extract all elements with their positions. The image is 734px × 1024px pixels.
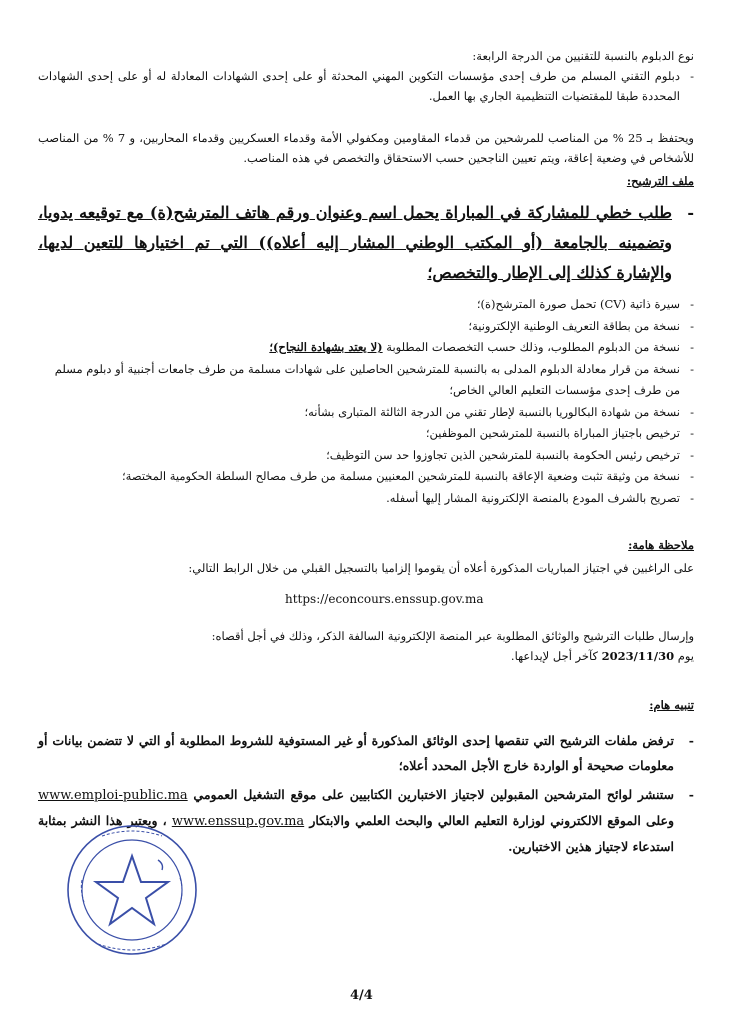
enssup-link[interactable]: www.enssup.gov.ma <box>171 814 305 829</box>
diploma-item <box>38 66 694 106</box>
list-item: - نسخة من الدبلوم المطلوب، وذلك حسب التخصصات المطلوبة (لا يعتد بشهادة النجاح)؛ <box>269 340 694 354</box>
list-item: - ترخيص رئيس الحكومة بالنسبة للمترشحين الذين تجاوزوا حد سن التوظيف؛ <box>326 447 694 462</box>
dossier-request-text: طلب خطي للمشاركة في المباراة يحمل اسم وعنوان ورقم هاتف المترشح(ة) مع توقيعه يدويا، وتضمينه بالجامعة (أو المكتب الوطني المشار إليه أعلاه)) التي تم اختيارها للتعين لديها، والإشارة كذلك إلى الإطار والتخصص؛ <box>38 203 673 282</box>
warning-heading: تنبيه هام: <box>649 698 694 712</box>
diploma-type-line: نوع الدبلوم بالنسبة للتقنيين من الدرجة الرابعة: <box>472 49 694 63</box>
dossier-section <box>38 172 694 509</box>
intro-section <box>38 46 694 106</box>
list-item: - نسخة من شهادة البكالوريا بالنسبة لإطار تقني من الدرجة الثالثة المتبارى بشأنه؛ <box>304 404 694 419</box>
list-item: - نسخة من قرار معادلة الدبلوم المدلى به بالنسبة للمترشحين الحاصلين على شهادات مسلمة من طرف جامعات أجنبية أو دبلوم مسلم من طرف إحدى مؤسسات التعليم العالي الخاص؛ <box>54 361 694 397</box>
reserved-text: ويحتفظ بـ 25 % من المناصب للمرشحين من قدماء المقاومين ومكفولي الأمة وقدماء العسكريين وقدماء المحاربين، و 7 % من المناصب للأشخاص في وضعية إعاقة، ويتم تعيين الناجحين حسب الاستحقاق والتخصص في هذه المناصب. <box>38 131 694 165</box>
notice-text: على الراغبين في اجتياز المباريات المذكورة أعلاه أن يقوموا إلزاميا بالتسجيل القبلي من خلال الرابط التالي: <box>188 561 694 575</box>
dossier-request <box>38 198 694 288</box>
dossier-list <box>38 294 694 509</box>
deadline-line: يوم 2023/11/30 كآخر أجل لإيداعها. <box>38 646 694 666</box>
list-item: - تصريح بالشرف المودع بالمنصة الإلكترونية المشار إليها أسفله. <box>386 490 694 505</box>
dash-bullet: - <box>687 203 694 222</box>
warning-item-2: - ستنشر لوائح المترشحين المقبولين لاجتياز الاختبارين الكتابيين على موقع التشغيل العمومي www.emploi-public.ma وعلى الموقع الالكتروني لوزارة التعليم العالي والبحث العلمي والابتكار www.enssup.gov.ma ، ويعتبر هذا النشر بمثابة استدعاء لاجتياز هذين الاختبارين. <box>38 782 694 859</box>
diploma-note: (لا يعتد بشهادة النجاح)؛ <box>269 340 383 354</box>
page-number: 4/4 <box>350 988 373 1003</box>
deadline-text: وإرسال طلبات الترشيح والوثائق المطلوبة عبر المنصة الإلكترونية السالفة الذكر، وذلك في أجل أقصاه: <box>211 629 694 643</box>
list-item: - نسخة من بطاقة التعريف الوطنية الإلكترونية؛ <box>468 318 694 333</box>
list-item: - نسخة من وثيقة تثبت وضعية الإعاقة بالنسبة للمترشحين المعنيين مسلمة من طرف مصالح السلطة الحكومية المختصة؛ <box>122 469 694 483</box>
deadline-section <box>38 626 694 666</box>
dash-bullet: - <box>690 69 694 83</box>
warning-item-1: - ترفض ملفات الترشيح التي تنقصها إحدى الوثائق المذكورة أو غير المستوفية للشروط المطلوبة أو التي لا تتضمن بيانات أو معلومات صحيحة أو الواردة خارج الأجل المحدد أعلاه؛ <box>38 733 694 773</box>
emploi-public-link[interactable]: www.emploi-public.ma <box>38 788 188 803</box>
notice-section <box>38 536 694 578</box>
reserved-section <box>38 128 694 168</box>
dossier-heading: ملف الترشيح: <box>626 174 694 188</box>
notice-heading: ملاحظة هامة: <box>628 538 694 552</box>
registration-link[interactable]: https://econcours.enssup.gov.ma <box>285 592 484 606</box>
list-item: - سيرة ذاتية (CV) تحمل صورة المترشح(ة)؛ <box>476 297 694 311</box>
diploma-item-text: دبلوم التقني المسلم من طرف إحدى مؤسسات التكوين المهني المحدثة أو على إحدى الشهادات المعادلة له أو على إحدى الشهادات المحددة طبقا للمقتضيات التنظيمية الجاري بها العمل. <box>38 69 680 103</box>
official-stamp-icon <box>62 820 202 960</box>
deadline-date: 2023/11/30 <box>601 649 675 663</box>
list-item: - ترخيص باجتياز المباراة بالنسبة للمترشحين الموظفين؛ <box>425 426 694 440</box>
